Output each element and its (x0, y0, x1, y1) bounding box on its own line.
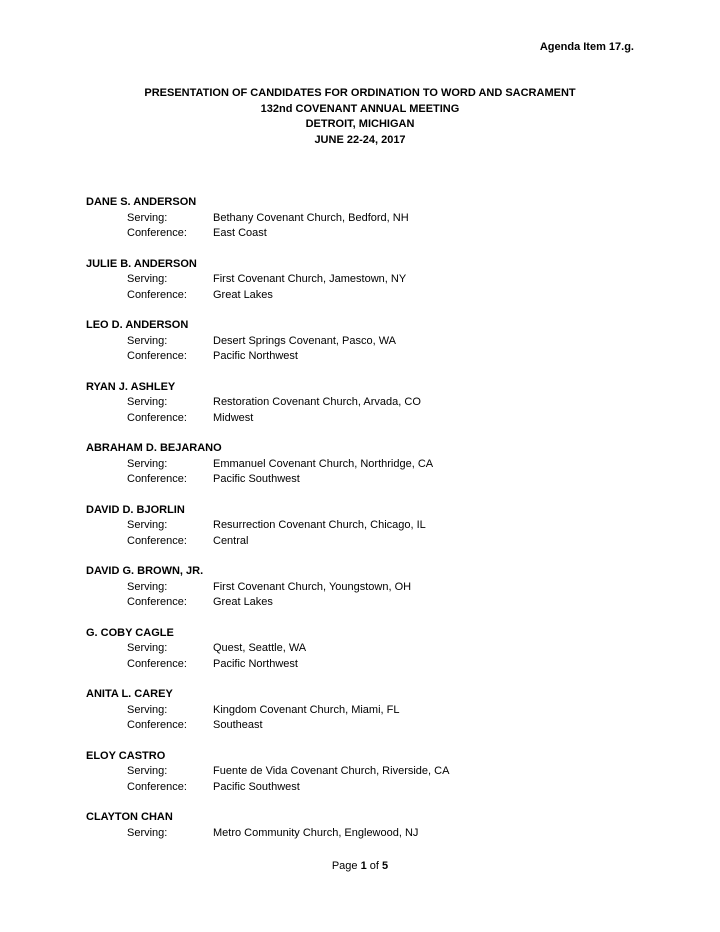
candidate-serving-value: Metro Community Church, Englewood, NJ (213, 826, 419, 839)
serving-label: Serving: (127, 826, 168, 839)
candidate-entry (86, 441, 686, 503)
candidate-serving-row (86, 272, 686, 288)
serving-label: Serving: (127, 519, 168, 531)
candidate-serving-value: Kingdom Covenant Church, Miami, FL (213, 703, 400, 716)
candidate-serving-row (86, 518, 686, 534)
candidate-serving-value: Resurrection Covenant Church, Chicago, IL (213, 519, 426, 531)
candidate-name: DAVID G. BROWN, JR. (86, 565, 204, 577)
candidate-conference-value: Pacific Northwest (213, 657, 298, 670)
conference-label: Conference: (127, 473, 187, 485)
candidate-serving-value: Emmanuel Covenant Church, Northridge, CA (213, 457, 434, 470)
candidate-serving-row (86, 826, 686, 842)
candidate-name: DAVID D. BJORLIN (86, 503, 185, 516)
candidate-name: DANE S. ANDERSON (86, 196, 197, 208)
page-number: 1 (360, 860, 367, 872)
candidate-conference-row (86, 226, 686, 242)
candidate-entry (86, 564, 686, 626)
document-heading (0, 86, 720, 148)
conference-label: Conference: (127, 411, 187, 424)
serving-label: Serving: (127, 273, 168, 285)
conference-label: Conference: (127, 288, 187, 301)
candidate-serving-row (86, 641, 686, 657)
serving-label: Serving: (127, 457, 168, 470)
candidate-entry (86, 687, 686, 749)
candidate-name: CLAYTON CHAN (86, 811, 173, 823)
candidate-name: G. COBY CAGLE (86, 626, 174, 639)
agenda-item-label: Agenda Item 17.g. (539, 41, 634, 53)
page-word: Page (331, 860, 358, 872)
conference-label: Conference: (127, 780, 187, 793)
conference-label: Conference: (127, 596, 187, 608)
candidate-conference-value: Pacific Southwest (213, 780, 300, 793)
candidate-serving-value: Bethany Covenant Church, Bedford, NH (213, 211, 409, 224)
candidate-conference-value: East Coast (213, 227, 267, 239)
conference-label: Conference: (127, 350, 187, 362)
candidate-serving-row (86, 334, 686, 350)
candidate-serving-value: Desert Springs Covenant, Pasco, WA (213, 334, 397, 347)
candidate-entry (86, 380, 686, 442)
candidate-name: ABRAHAM D. BEJARANO (86, 442, 222, 454)
candidate-conference-row (86, 411, 686, 427)
candidate-conference-row (86, 780, 686, 796)
candidate-serving-value: Fuente de Vida Covenant Church, Riverside, CA (213, 765, 450, 777)
candidate-serving-value: First Covenant Church, Youngstown, OH (213, 580, 412, 593)
candidate-serving-row (86, 211, 686, 227)
conference-label: Conference: (127, 719, 187, 731)
candidate-serving-value: Quest, Seattle, WA (213, 642, 307, 654)
candidate-conference-row (86, 657, 686, 673)
candidate-conference-value: Pacific Northwest (213, 350, 298, 362)
candidate-name: JULIE B. ANDERSON (86, 257, 197, 270)
candidate-name: RYAN J. ASHLEY (86, 380, 176, 393)
heading-line-dates: JUNE 22-24, 2017 (314, 133, 406, 146)
serving-label: Serving: (127, 580, 168, 593)
candidate-entry (86, 257, 686, 319)
conference-label: Conference: (127, 657, 187, 670)
candidate-serving-row (86, 457, 686, 473)
of-word: of (369, 860, 379, 872)
heading-line-meeting: 132nd COVENANT ANNUAL MEETING (260, 102, 460, 115)
page-footer (0, 860, 720, 872)
candidate-conference-value: Central (213, 534, 249, 547)
candidate-conference-row (86, 595, 686, 611)
candidate-name: ELOY CASTRO (86, 749, 166, 762)
candidate-conference-row (86, 534, 686, 550)
serving-label: Serving: (127, 334, 168, 347)
candidate-entry (86, 318, 686, 380)
candidate-conference-row (86, 472, 686, 488)
serving-label: Serving: (127, 642, 168, 654)
candidate-name: ANITA L. CAREY (86, 688, 173, 700)
candidate-conference-row (86, 349, 686, 365)
candidate-conference-value: Great Lakes (213, 288, 273, 301)
heading-line-title: PRESENTATION OF CANDIDATES FOR ORDINATION TO WORD AND SACRAMENT (144, 87, 576, 99)
candidate-serving-row (86, 703, 686, 719)
candidate-serving-value: Restoration Covenant Church, Arvada, CO (213, 396, 421, 408)
candidate-name: LEO D. ANDERSON (86, 319, 189, 331)
serving-label: Serving: (127, 211, 168, 224)
serving-label: Serving: (127, 703, 168, 716)
candidate-list (86, 195, 686, 872)
candidate-entry (86, 626, 686, 688)
serving-label: Serving: (127, 765, 168, 777)
conference-label: Conference: (127, 227, 187, 239)
candidate-conference-value: Pacific Southwest (213, 473, 300, 485)
conference-label: Conference: (127, 534, 187, 547)
total-pages: 5 (382, 860, 389, 872)
candidate-serving-row (86, 580, 686, 596)
candidate-conference-row (86, 288, 686, 304)
candidate-entry (86, 749, 686, 811)
candidate-entry (86, 503, 686, 565)
candidate-conference-value: Southeast (213, 719, 263, 731)
candidate-entry (86, 195, 686, 257)
candidate-conference-value: Midwest (213, 411, 254, 424)
candidate-conference-value: Great Lakes (213, 596, 273, 608)
serving-label: Serving: (127, 396, 168, 408)
candidate-serving-value: First Covenant Church, Jamestown, NY (213, 273, 407, 285)
candidate-conference-row (86, 718, 686, 734)
candidate-serving-row (86, 395, 686, 411)
heading-line-location: DETROIT, MICHIGAN (305, 118, 415, 130)
candidate-serving-row (86, 764, 686, 780)
